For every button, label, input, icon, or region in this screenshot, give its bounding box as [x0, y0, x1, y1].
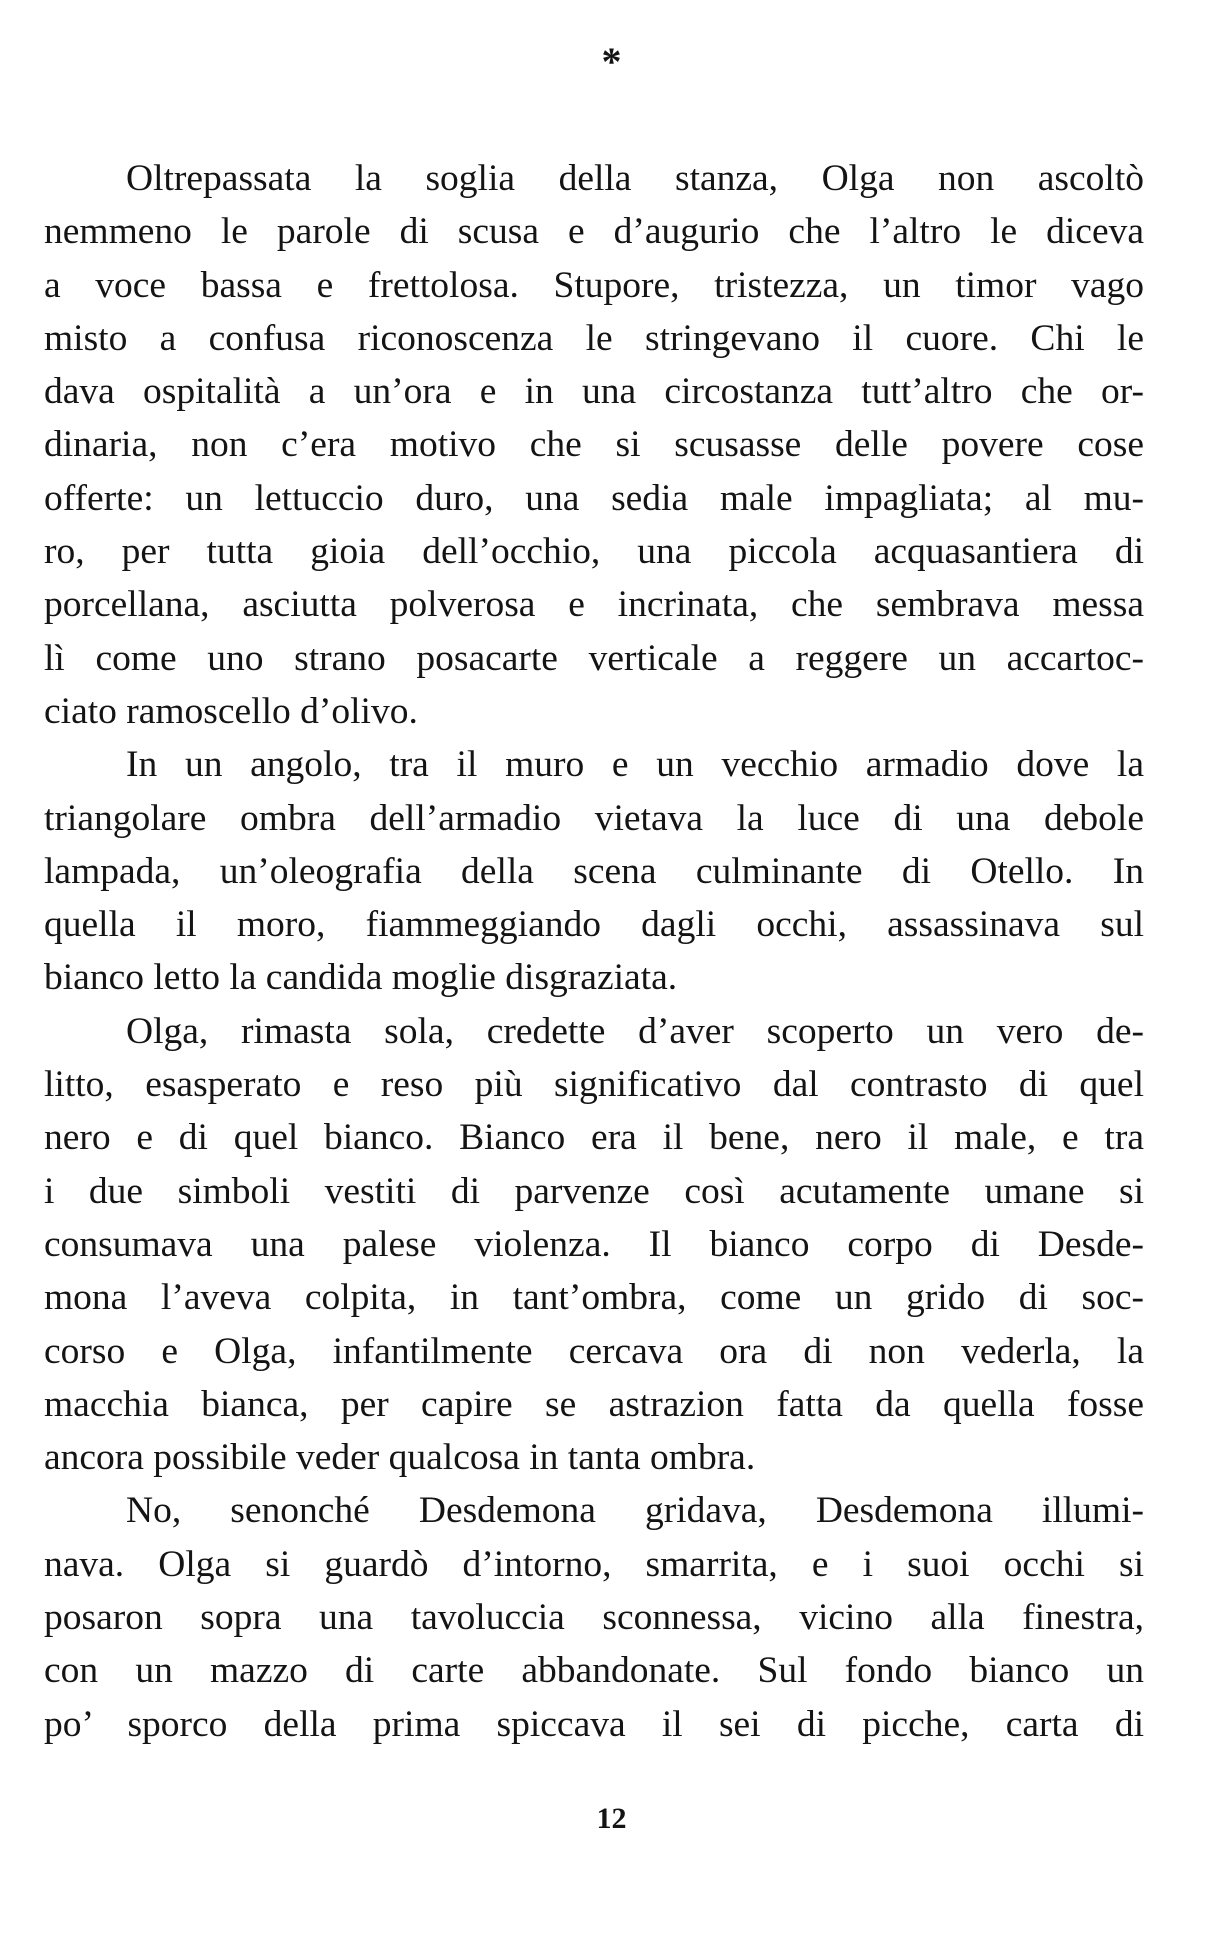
text-line: offerte: un lettuccio duro, una sedia male impagliata; al mu-: [44, 477, 1144, 519]
paragraph-1: [44, 152, 1144, 738]
text-line: porcellana, asciutta polverosa e incrinata, che sembrava messa: [44, 584, 1144, 626]
text-line: No, senonché Desdemona gridava, Desdemona illumi-: [126, 1490, 1144, 1532]
text-line: lì come uno strano posacarte verticale a reggere un accartoc-: [44, 637, 1144, 679]
text-line: misto a confusa riconoscenza le stringevano il cuore. Chi le: [44, 317, 1144, 359]
text-line: dinaria, non c’era motivo che si scusasse delle povere cose: [44, 424, 1144, 466]
text-line: Oltrepassata la soglia della stanza, Olga non ascoltò: [126, 158, 1144, 199]
text-line: consumava una palese violenza. Il bianco corpo di Desde-: [44, 1223, 1144, 1265]
page-number: 12: [596, 1802, 627, 1835]
text-line: macchia bianca, per capire se astrazion fatta da quella fosse: [44, 1383, 1144, 1425]
text-line: ciato ramoscello d’olivo.: [44, 690, 418, 732]
text-line: Olga, rimasta sola, credette d’aver scoperto un vero de-: [126, 1010, 1144, 1052]
text-line: nava. Olga si guardò d’intorno, smarrita, e i suoi occhi si: [44, 1543, 1144, 1585]
text-line: ancora possibile veder qualcosa in tanta ombra.: [44, 1437, 756, 1479]
text-line: mona l’aveva colpita, in tant’ombra, come un grido di soc-: [44, 1277, 1144, 1319]
section-ornament: *: [601, 39, 622, 84]
text-line: triangolare ombra dell’armadio vietava la luce di una debole: [44, 797, 1144, 839]
text-line: i due simboli vestiti di parvenze così acutamente umane si: [44, 1170, 1144, 1212]
body-text: [44, 152, 1144, 1751]
text-line: lampada, un’oleografia della scena culminante di Otello. In: [44, 850, 1144, 892]
text-line: dava ospitalità a un’ora e in una circostanza tutt’altro che or-: [44, 371, 1144, 413]
paragraph-2: [44, 738, 1144, 1004]
text-line: litto, esasperato e reso più significativo dal contrasto di quel: [44, 1064, 1144, 1106]
text-line: con un mazzo di carte abbandonate. Sul fondo bianco un: [44, 1650, 1144, 1692]
text-line: a voce bassa e frettolosa. Stupore, tristezza, un timor vago: [44, 264, 1144, 306]
paragraph-4: [44, 1484, 1144, 1750]
text-line: nemmeno le parole di scusa e d’augurio che l’altro le diceva: [44, 211, 1144, 253]
text-line: posaron sopra una tavoluccia sconnessa, vicino alla finestra,: [44, 1597, 1144, 1639]
text-line: quella il moro, fiammeggiando dagli occhi, assassinava sul: [44, 904, 1144, 946]
text-line: In un angolo, tra il muro e un vecchio armadio dove la: [126, 744, 1144, 786]
text-line: corso e Olga, infantilmente cercava ora di non vederla, la: [44, 1330, 1144, 1372]
text-line: nero e di quel bianco. Bianco era il bene, nero il male, e tra: [44, 1117, 1144, 1159]
text-line: ro, per tutta gioia dell’occhio, una piccola acquasantiera di: [44, 531, 1144, 573]
text-line: po’ sporco della prima spiccava il sei di picche, carta di: [44, 1703, 1144, 1745]
paragraph-3: [44, 1005, 1144, 1485]
text-line: bianco letto la candida moglie disgraziata.: [44, 957, 678, 999]
